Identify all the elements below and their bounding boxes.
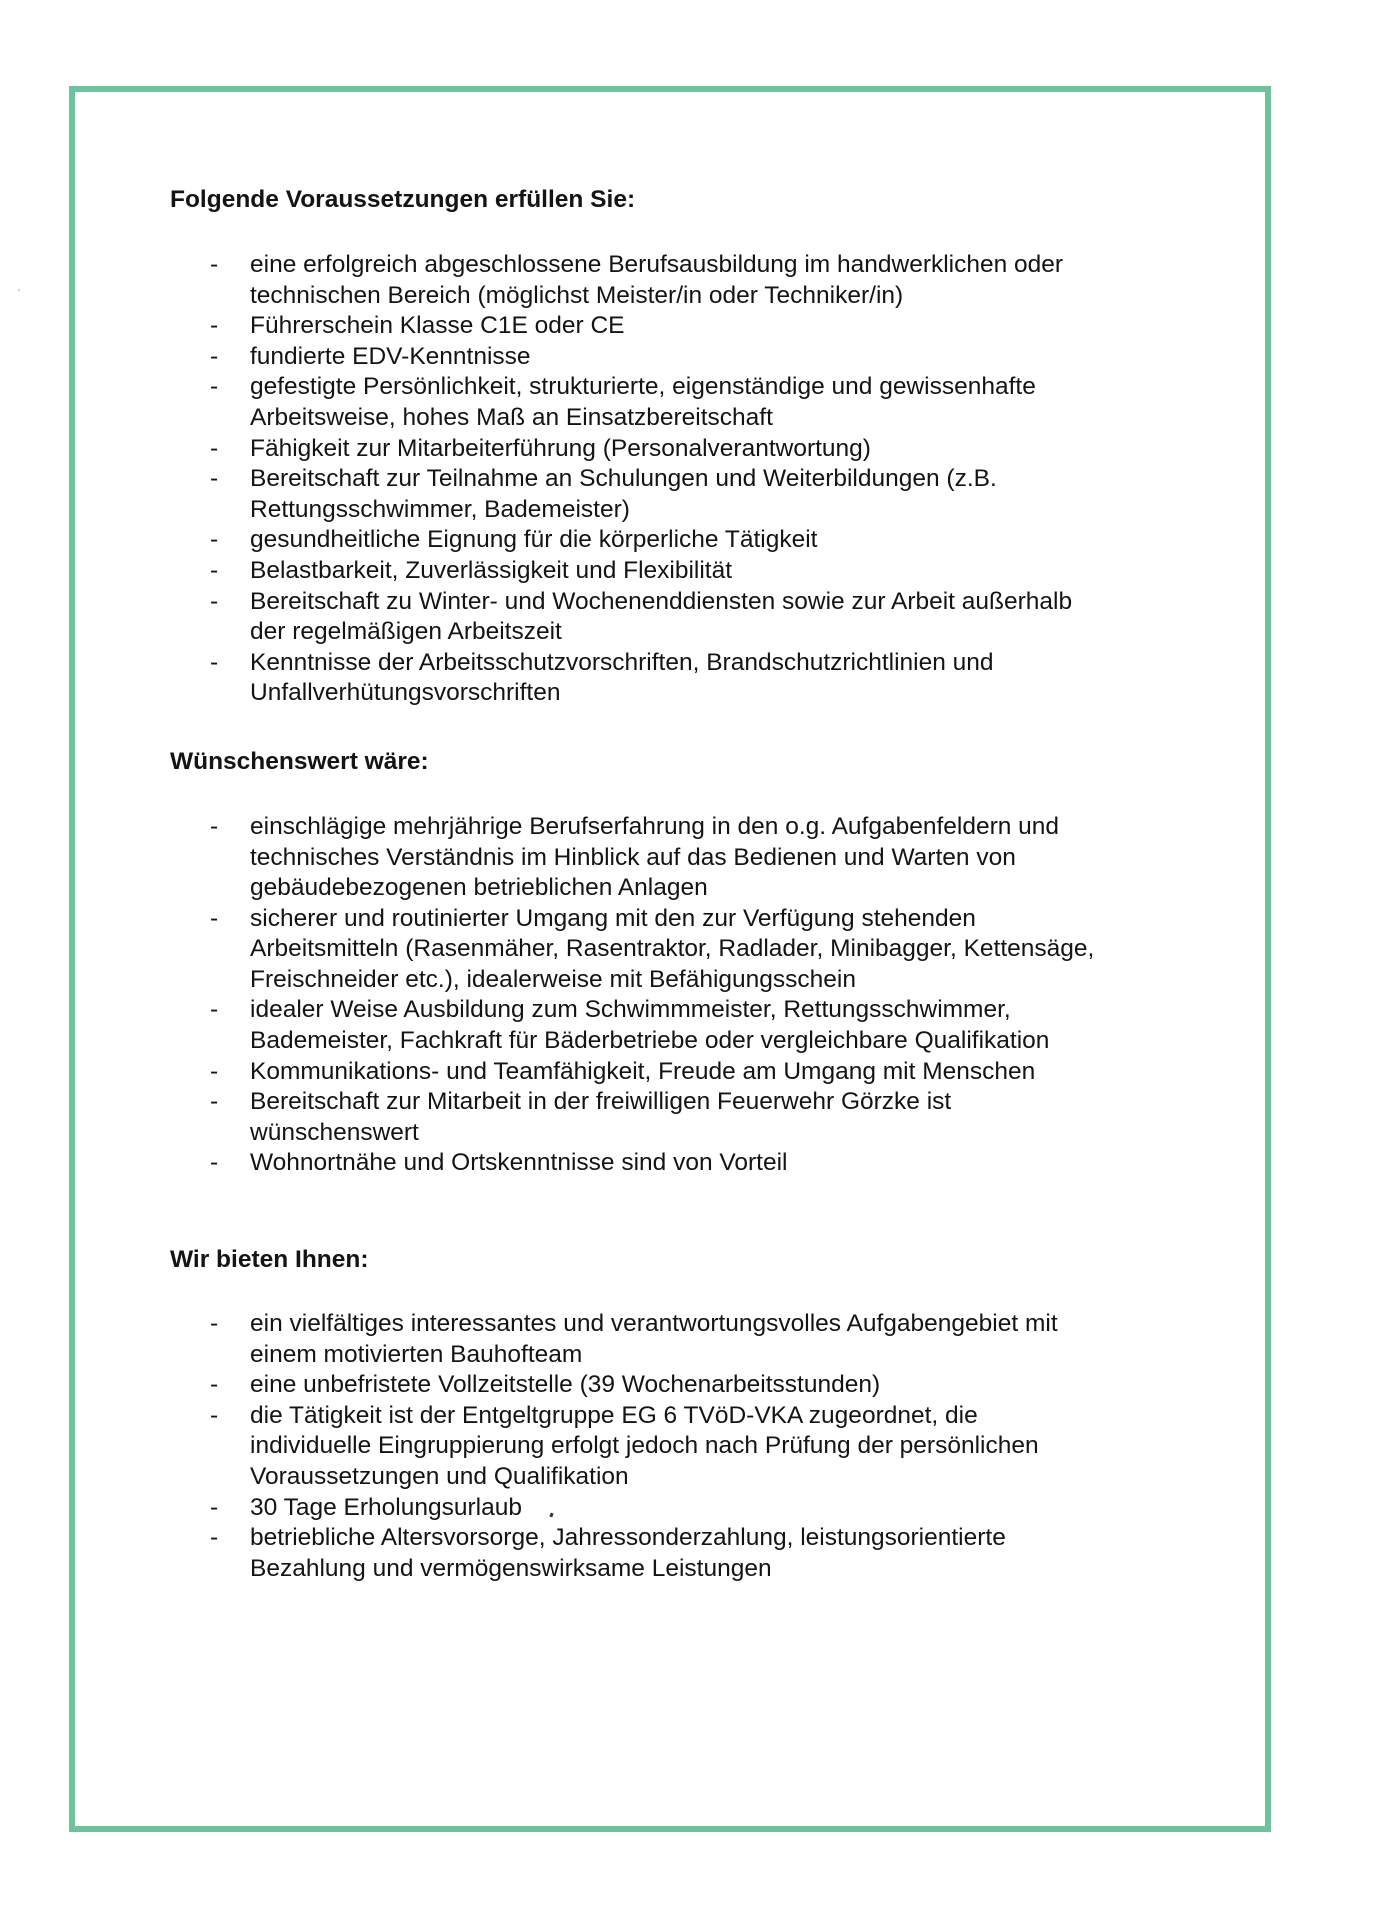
scan-speck-dot [549,1512,553,1517]
list-item-line: Kenntnisse der Arbeitsschutzvorschriften, Brandschutzrichtlinien und [250,648,994,676]
list-item [170,1309,1210,1370]
list-item [170,1523,1210,1584]
list-item-line: Unfallverhütungsvorschriften [250,679,561,707]
list-item-line: Bereitschaft zu Winter- und Wochenenddiensten sowie zur Arbeit außerhalb [250,587,1073,615]
list-item [170,250,1210,311]
list-item-line: gebäudebezogenen betrieblichen Anlagen [250,874,708,902]
list-item-line: ein vielfältiges interessantes und verantwortungsvolles Aufgabengebiet mit [250,1310,1058,1338]
list-item [170,342,1210,373]
list-item-line: eine erfolgreich abgeschlossene Berufsausbildung im handwerklichen oder [250,251,1064,278]
list-item-line: wünschenswert [250,1118,419,1146]
list-item-line: die Tätigkeit ist der Entgeltgruppe EG 6 TVöD-VKA zugeordnet, die [250,1401,978,1429]
requirements-list [170,250,1210,709]
list-item [170,1401,1210,1493]
list-item [170,587,1210,648]
list-item [170,995,1210,1056]
bullet-dash: - [210,556,219,584]
list-item [170,812,1210,904]
list-item-line: Belastbarkeit, Zuverlässigkeit und Flexibilität [250,556,733,584]
list-item-line: idealer Weise Ausbildung zum Schwimmmeister, Rettungsschwimmer, [250,996,1011,1024]
requirements-heading: Folgende Voraussetzungen erfüllen Sie: [170,186,636,213]
list-item-line: fundierte EDV-Kenntnisse [250,342,531,370]
list-item-line: Freischneider etc.), idealerweise mit Befähigungsschein [250,965,856,993]
bullet-dash: - [210,996,219,1024]
bullet-dash: - [210,648,219,676]
offer-heading: Wir bieten Ihnen: [170,1246,369,1274]
list-item-line: Bereitschaft zur Mitarbeit in der freiwilligen Feuerwehr Görzke ist [250,1088,952,1116]
list-item-line: Fähigkeit zur Mitarbeiterführung (Personalverantwortung) [250,434,871,462]
bullet-dash: - [210,1149,219,1177]
list-item-line: technisches Verständnis im Hinblick auf das Bedienen und Warten von [250,843,1016,871]
bullet-dash: - [210,434,219,462]
bullet-dash: - [210,1493,219,1521]
document-content [170,185,1210,1584]
bullet-dash: - [210,587,219,615]
list-item-line: Bezahlung und vermögenswirksame Leistungen [250,1554,772,1582]
bullet-dash: - [210,812,219,840]
list-item-line: einem motivierten Bauhofteam [250,1340,583,1368]
list-item-line: sicherer und routinierter Umgang mit den zur Verfügung stehenden [250,904,976,932]
offer-list [170,1309,1210,1584]
bullet-dash: - [210,342,219,370]
bullet-dash: - [210,1088,219,1116]
list-item-line: betriebliche Altersvorsorge, Jahressonderzahlung, leistungsorientierte [250,1524,1006,1552]
list-item [170,1087,1210,1148]
list-item [170,464,1210,525]
list-item-line: gesundheitliche Eignung für die körperliche Tätigkeit [250,526,818,554]
bullet-dash: - [210,373,219,401]
list-item-line: 30 Tage Erholungsurlaub [250,1493,522,1521]
list-item-line: Führerschein Klasse C1E oder CE [250,312,625,340]
list-item-line: Kommunikations- und Teamfähigkeit, Freude am Umgang mit Menschen [250,1057,1036,1085]
bullet-dash: - [210,904,219,932]
list-item [170,1493,1210,1524]
list-item [170,434,1210,465]
list-item-line: technischen Bereich (möglichst Meister/in oder Techniker/in) [250,281,904,309]
list-item-line: der regelmäßigen Arbeitszeit [250,618,562,646]
desirable-heading: Wünschenswert wäre: [170,747,429,775]
list-item-line: Arbeitsweise, hohes Maß an Einsatzbereitschaft [250,403,773,431]
list-item-line: gefestigte Persönlichkeit, strukturierte, eigenständige und gewissenhafte [250,373,1036,401]
list-item-line: Rettungsschwimmer, Bademeister) [250,495,630,523]
list-item [170,1148,1210,1179]
bullet-dash: - [210,1057,219,1085]
list-item [170,556,1210,587]
list-item-line: individuelle Eingruppierung erfolgt jedoch nach Prüfung der persönlichen [250,1432,1039,1460]
list-item-line: eine unbefristete Vollzeitstelle (39 Wochenarbeitsstunden) [250,1371,881,1399]
bullet-dash: - [210,526,219,554]
list-item [170,1370,1210,1401]
list-item [170,904,1210,996]
list-item [170,525,1210,556]
bullet-dash: - [210,1524,219,1552]
bullet-dash: - [210,1401,219,1429]
list-item [170,372,1210,433]
list-item-line: Arbeitsmitteln (Rasenmäher, Rasentraktor, Radlader, Minibagger, Kettensäge, [250,935,1095,963]
list-item [170,311,1210,342]
list-item-line: Bademeister, Fachkraft für Bäderbetriebe oder vergleichbare Qualifikation [250,1027,1050,1055]
scan-speck-mark: ′ [18,288,20,299]
list-item-line: Bereitschaft zur Teilnahme an Schulungen und Weiterbildungen (z.B. [250,465,997,493]
bullet-dash: - [210,251,219,278]
list-item-line: einschlägige mehrjährige Berufserfahrung in den o.g. Aufgabenfeldern und [250,812,1060,840]
bullet-dash: - [210,1371,219,1399]
list-item-line: Voraussetzungen und Qualifikation [250,1463,629,1490]
list-item-line: Wohnortnähe und Ortskenntnisse sind von Vorteil [250,1149,788,1177]
list-item [170,648,1210,709]
desirable-list [170,812,1210,1179]
list-item [170,1057,1210,1088]
bullet-dash: - [210,465,219,493]
bullet-dash: - [210,1310,219,1338]
bullet-dash: - [210,312,219,340]
